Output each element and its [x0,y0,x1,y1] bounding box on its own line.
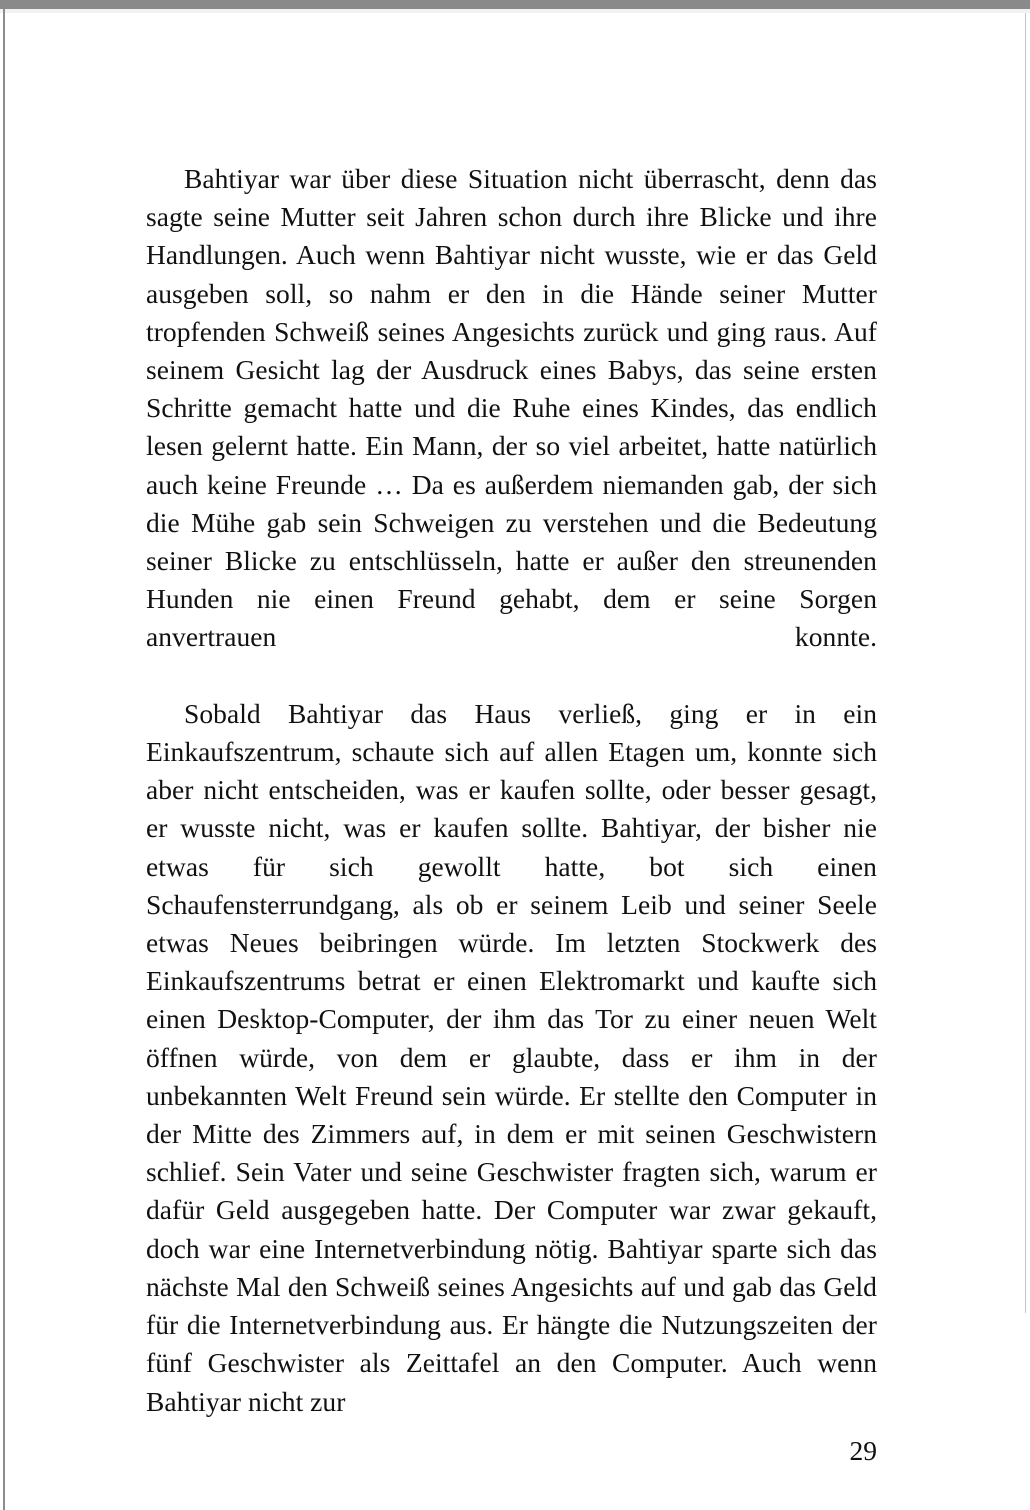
paragraph-1: Bahtiyar war über diese Situation nicht überrascht, denn das sagte seine Mutter seit Jahren schon durch ihre Blicke und ihre Handlungen. Auch wenn Bahtiyar nicht wusste, wie er das Geld ausgeben soll, so nahm er den in die Hände seiner Mutter tropfenden Schweiß seines Angesichts zurück und ging raus. Auf seinem Gesicht lag der Ausdruck eines Babys, das seine ersten Schritte gemacht hatte und die Ruhe eines Kindes, das endlich lesen gelernt hatte. Ein Mann, der so viel arbeitet, hatte natürlich auch keine Freunde … Da es außerdem niemanden gab, der sich die Mühe gab sein Schweigen zu verstehen und die Bedeutung seiner Blicke zu entschlüsseln, hatte er außer den streunenden Hunden nie einen Freund gehabt, dem er seine Sorgen anvertrauen konnte. [146,163,877,653]
page-number: 29 [849,1435,877,1466]
scan-edge-top-hairline [0,9,1030,13]
scan-edge-left [3,9,5,1510]
scan-edge-right [1025,13,1026,1313]
scan-edge-top [0,0,1030,9]
page-text-block [146,160,877,1421]
paragraph-2: Sobald Bahtiyar das Haus verließ, ging er in ein Einkaufszentrum, schaute sich auf allen Etagen um, konnte sich aber nicht entscheiden, was er kaufen sollte, oder besser gesagt, er wusste nicht, was er kaufen sollte. Bahtiyar, der bisher nie etwas für sich gewollt hatte, bot sich einen Schaufensterrundgang, als ob er seinem Leib und seiner Seele etwas Neues beibringen würde. Im letzten Stockwerk des Einkaufszentrums betrat er einen Elektromarkt und kaufte sich einen Desktop-Computer, der ihm das Tor zu einer neuen Welt öffnen würde, von dem er glaubte, dass er ihm in der unbekannten Welt Freund sein würde. Er stellte den Computer in der Mitte des Zimmers auf, in dem er mit seinen Geschwistern schlief. Sein Vater und seine Geschwister fragten sich, warum er dafür Geld ausgegeben hatte. Der Computer war zwar gekauft, doch war eine Internetverbindung nötig. Bahtiyar sparte sich das nächste Mal den Schweiß seines Angesichts auf und gab das Geld für die Internetverbindung aus. Er hängte die Nutzungszeiten der fünf Geschwister als Zeittafel an den Computer. Auch wenn Bahtiyar nicht zur [146,697,877,1417]
